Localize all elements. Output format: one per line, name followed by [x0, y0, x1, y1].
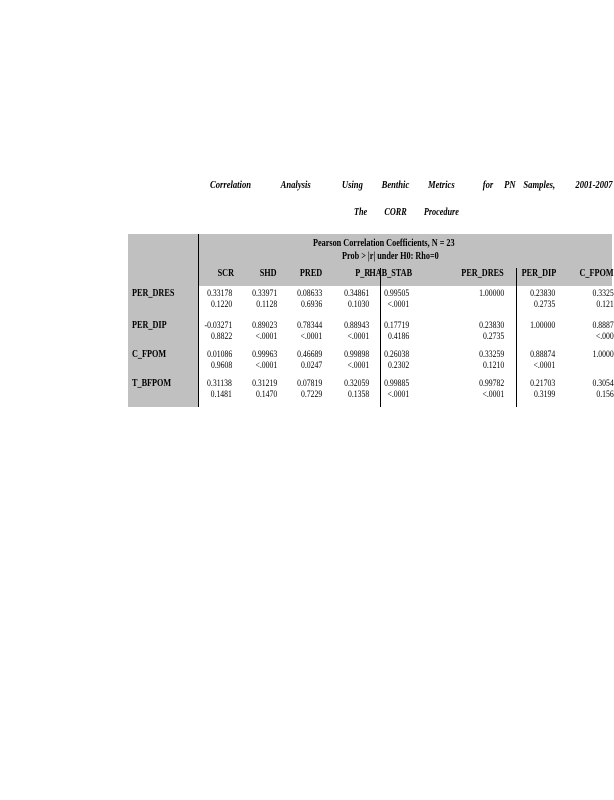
p-value: 0.3199 — [533, 389, 555, 399]
p-value: 0.1220 — [210, 299, 232, 309]
correlation-coefficient: 0.46689 — [296, 349, 322, 359]
row-header: T_BFPOM — [132, 378, 172, 389]
title-word: 2001-2007 — [575, 179, 613, 191]
p-value: <.0001 — [347, 360, 369, 370]
column-header: HAB_STAB — [369, 268, 412, 279]
correlation-coefficient: 0.99782 — [478, 378, 504, 388]
table-cell — [593, 320, 614, 342]
correlation-coefficient: 0.26038 — [383, 349, 409, 359]
table-cell — [479, 288, 504, 310]
p-value: <.0001 — [255, 331, 277, 341]
table-cell — [297, 349, 322, 371]
p-value: 0.2735 — [533, 299, 555, 309]
p-value: 0.7229 — [300, 389, 322, 399]
p-value: <.0001 — [255, 360, 277, 370]
p-value: <.0001 — [347, 331, 369, 341]
table-cell — [207, 349, 232, 371]
title-word: Benthic — [381, 179, 410, 191]
table-cell — [384, 288, 409, 310]
correlation-coefficient: 0.33971 — [251, 288, 277, 298]
p-value: <.0001 — [387, 389, 409, 399]
divider-per-dres — [516, 268, 517, 407]
table-cell — [252, 349, 277, 371]
p-value: 0.9608 — [210, 360, 232, 370]
p-value: 0.2302 — [387, 360, 409, 370]
correlation-coefficient: 0.17719 — [383, 320, 409, 330]
title-word: Correlation — [210, 179, 252, 191]
title-word: Analysis — [280, 179, 311, 191]
correlation-coefficient: 0.07819 — [296, 378, 322, 388]
p-value: 0.8822 — [210, 331, 232, 341]
procedure-subtitle — [354, 207, 459, 218]
column-header: SCR — [217, 268, 234, 279]
correlation-coefficient: 0.78344 — [296, 320, 322, 330]
correlation-coefficient: 1.00000 — [478, 288, 504, 298]
correlation-coefficient: 0.23830 — [529, 288, 555, 298]
p-value: <.000 — [596, 331, 614, 341]
p-value: 0.121 — [596, 299, 614, 309]
table-cell — [344, 378, 369, 400]
p-value: <.0001 — [300, 331, 322, 341]
p-value: 0.6936 — [300, 299, 322, 309]
correlation-coefficient: 0.99898 — [343, 349, 369, 359]
p-value: 0.1030 — [347, 299, 369, 309]
correlation-coefficient: 0.99505 — [383, 288, 409, 298]
table-cell — [530, 349, 555, 371]
table-cell — [530, 378, 555, 400]
table-cell — [384, 378, 409, 400]
p-value — [530, 331, 555, 342]
correlation-coefficient: 0.99885 — [383, 378, 409, 388]
column-header: PRED — [299, 268, 322, 279]
correlation-coefficient: -0.03271 — [204, 320, 232, 330]
correlation-coefficient: 1.00000 — [529, 320, 555, 330]
table-cell — [297, 320, 322, 342]
correlation-coefficient: 0.88943 — [343, 320, 369, 330]
table-header-line2: Prob > |r| under H0: Rho=0 — [342, 251, 439, 262]
correlation-coefficient: 0.31138 — [207, 378, 232, 388]
correlation-coefficient: 0.21703 — [529, 378, 555, 388]
table-cell — [344, 320, 369, 342]
p-value: <.0001 — [387, 299, 409, 309]
table-cell — [297, 288, 322, 310]
row-header: PER_DIP — [132, 320, 167, 331]
table-cell — [252, 320, 277, 342]
table-cell — [204, 320, 232, 342]
correlation-table — [128, 234, 612, 407]
p-value: 0.1210 — [482, 360, 504, 370]
column-header: P_R — [354, 268, 370, 279]
correlation-coefficient: 0.88874 — [529, 349, 555, 359]
p-value: 0.0247 — [300, 360, 322, 370]
p-value: <.0001 — [482, 389, 504, 399]
table-cell — [479, 378, 504, 400]
subtitle-word: CORR — [384, 207, 407, 218]
table-cell — [593, 378, 614, 400]
p-value — [479, 299, 504, 310]
table-cell — [344, 349, 369, 371]
column-header: PER_DIP — [521, 268, 556, 279]
title-word: Using — [341, 179, 363, 191]
correlation-coefficient: 0.8887 — [592, 320, 614, 330]
column-header: PER_DRES — [461, 268, 504, 279]
p-value: 0.4186 — [387, 331, 409, 341]
table-cell — [384, 349, 409, 371]
correlation-coefficient: 0.3325 — [592, 288, 614, 298]
table-cell — [207, 378, 232, 400]
table-cell — [384, 320, 409, 342]
table-cell — [530, 288, 555, 310]
correlation-coefficient: 0.31219 — [251, 378, 277, 388]
table-cell — [479, 349, 504, 371]
correlation-coefficient: 0.34861 — [343, 288, 369, 298]
correlation-coefficient: 0.99963 — [251, 349, 277, 359]
p-value: 0.1481 — [210, 389, 232, 399]
p-value: 0.1358 — [347, 389, 369, 399]
row-header: C_FPOM — [132, 349, 167, 360]
table-cell — [593, 349, 614, 371]
p-value — [593, 360, 614, 371]
table-cell — [530, 320, 555, 342]
correlation-coefficient: 0.01086 — [206, 349, 232, 359]
correlation-coefficient: 1.0000 — [592, 349, 614, 359]
correlation-coefficient: 0.32059 — [343, 378, 369, 388]
title-word: PN — [504, 179, 516, 191]
column-header: C_FPOM — [579, 268, 614, 279]
report-title — [210, 179, 613, 191]
table-cell — [297, 378, 322, 400]
correlation-coefficient: 0.08633 — [296, 288, 322, 298]
p-value: 0.1470 — [255, 389, 277, 399]
column-header: SHD — [260, 268, 277, 279]
row-header: PER_DRES — [132, 288, 175, 299]
table-cell — [593, 288, 614, 310]
subtitle-word: Procedure — [423, 207, 459, 218]
correlation-coefficient: 0.33178 — [206, 288, 232, 298]
subtitle-word: The — [354, 207, 368, 218]
title-word: for — [482, 179, 494, 191]
table-cell — [252, 378, 277, 400]
divider-p-r — [380, 268, 381, 407]
table-cell — [344, 288, 369, 310]
table-cell — [207, 288, 232, 310]
title-word: Metrics — [427, 179, 455, 191]
title-word: Samples, — [523, 179, 556, 191]
table-cell — [252, 288, 277, 310]
table-header-line1: Pearson Correlation Coefficients, N = 23 — [313, 238, 455, 249]
correlation-coefficient: 0.3054 — [592, 378, 614, 388]
divider-row-header — [198, 234, 199, 407]
p-value: <.0001 — [533, 360, 555, 370]
p-value: 0.2735 — [482, 331, 504, 341]
p-value: 0.156 — [596, 389, 614, 399]
correlation-coefficient: 0.33259 — [478, 349, 504, 359]
correlation-coefficient: 0.23830 — [478, 320, 504, 330]
correlation-coefficient: 0.89023 — [251, 320, 277, 330]
p-value: 0.1128 — [255, 299, 277, 309]
table-cell — [479, 320, 504, 342]
